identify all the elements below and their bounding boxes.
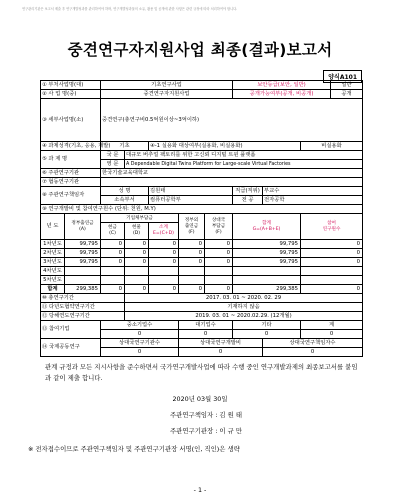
total-value [233,267,301,276]
lead-institution-value: 한국기술교육대학교 [101,169,363,178]
task-name-label: ⑤ 과 제 명 [41,151,101,169]
pi-dept-value: 컴퓨터공학부 [149,196,233,205]
cash-value: 0 [101,249,125,258]
row-participants-header [41,321,363,330]
row-total-period [41,294,363,303]
commercialization-value: 비실용화 [301,142,363,151]
sum-local-value: 0 [205,285,233,294]
row-program-name [41,90,363,99]
funding-year-row [41,240,363,249]
kind-header: 현물 (D) [125,223,149,240]
funding-year-row [41,258,363,267]
gov-etc-value: 0 [179,258,205,267]
kind-value: 0 [125,258,149,267]
gov-etc-value [179,276,205,285]
gov-etc-value: 0 [179,249,205,258]
participants-header: 대기업수 [179,321,233,330]
kind-value [125,267,149,276]
program-name-value: 중견연구자지원사업 [101,90,233,99]
e-submission-note: ※ 전자접수이므로 주관연구책임자 및 주관연구기관장 서명(인, 직인)은 생략 [28,445,240,453]
funding-year-row [41,249,363,258]
row-coop-institution [41,178,363,187]
gov-value: 99,795 [65,258,101,267]
sum-gov-etc-value: 0 [179,285,205,294]
cash-header: 현금 (C) [101,223,125,240]
cash-value [101,276,125,285]
participants-header: 기타 [233,321,301,330]
participants-label: ⑬ 참여기업 [41,321,101,339]
sum-researchers-value: 0 [301,285,363,294]
total-period-label: ⑩ 총연구기간 [41,294,125,303]
task-nature-label: ④ 과제성격(기초, 응용, 개발) [42,142,111,149]
sum-subtotal-value: 0 [149,285,179,294]
disclosure-value: 공개 [331,90,363,99]
ministry-program-label: ① 부처사업명(대) [41,81,101,90]
pi-position-label: 직급(직위) [233,187,263,196]
gov-etc-header: 정부외 출연금 (F) [179,214,205,240]
local-value: 0 [205,258,233,267]
cash-value [101,267,125,276]
coop-institution-value [101,178,363,187]
total-header: 합계 G=(A+B+E) [233,214,301,240]
year-label: 5차년도 [41,276,65,285]
total-value: 99,795 [233,249,301,258]
year-label: 1차년도 [41,240,65,249]
current-period-label: ⑫ 당해연도연구기간 [41,312,125,321]
corp-group-header: 기업체부담금 [101,214,179,223]
gov-etc-value [179,267,205,276]
subtotal-value: 0 [149,249,179,258]
cash-value: 0 [101,240,125,249]
year-header: 년 도 [41,214,65,240]
participants-header: 중소기업수 [101,321,179,330]
commercialization-label: ④-1 실용화 대상여부(실용화, 비실용화) [149,142,301,151]
total-value: 99,795 [233,258,301,267]
header-note: 연구관리기관은 보고서 제출 후 연구개발성과를 관리하여야 하며, 연구개발성과물의 소유, 활용 및 공개에 관한 사항은 관련 규정에 따라 처리하여야 합니다. [22,7,238,11]
gov-value: 99,795 [65,249,101,258]
task-name-eng-value: A Dependable Digital Twins Platform for Large-scale Virtual Factories [125,160,363,169]
task-name-kor-value: 대규모 버추얼 팩토리를 위한 고신뢰 디지털 트윈 플랫폼 [125,151,363,160]
researchers-value: 0 [301,249,363,258]
row-ministry-program [41,81,363,90]
year-label: 3차년도 [41,258,65,267]
funding-sum-row [41,285,363,294]
intl-label: ⑭ 국제공동연구 [41,339,101,357]
intl-value: 0 [179,348,263,357]
coop-institution-label: ⑦ 협동연구기관 [41,178,101,187]
institution-head-signature: 주관연구기관장 : 이 규 만 [170,427,243,435]
disclosure-label: 공개가능여부(공개, 비공개) [233,90,331,99]
sum-kind-value: 0 [125,285,149,294]
gov-value [65,267,101,276]
pi-position-value: 부교수 [263,187,363,196]
report-form-table [40,80,363,357]
local-value [205,267,233,276]
intl-value: 0 [263,348,363,357]
task-name-kor-label: 국 문 [101,151,125,160]
pi-label: ⑧ 주관연구책임자 [41,187,101,205]
current-period-value: 2019. 03. 01 ~ 2020.02.29. (12개월) [125,312,363,321]
subtotal-value [149,276,179,285]
row-current-period [41,312,363,321]
sum-cash-value: 0 [101,285,125,294]
year-label: 2차년도 [41,249,65,258]
pi-major-label: 전 공 [233,196,263,205]
intl-value: 0 [101,348,179,357]
form-id-badge: 양식A101 [323,70,362,83]
row-task-name-kor [41,151,363,160]
page-number: - 1 - [193,486,207,494]
program-name-label: ② 사 업 명(중) [41,90,101,99]
sub-program-label: ③ 세부사업명(소) [41,99,101,142]
total-value [233,276,301,285]
researchers-value: 0 [301,240,363,249]
row-task-nature [41,142,363,151]
lead-institution-label: ⑥ 주관연구기관 [41,169,101,178]
sum-label: 합계 [41,285,65,294]
researchers-value [301,267,363,276]
gov-value: 99,795 [65,240,101,249]
participants-header: 계 [301,321,363,330]
kind-value [125,276,149,285]
participants-value: 0 [179,330,233,339]
sum-gov-value: 299,385 [65,285,101,294]
row-funding-header-1 [41,214,363,223]
security-level-label: 보안등급(보안, 일반) [233,81,331,90]
subtotal-value: 0 [149,240,179,249]
funding-year-row [41,276,363,285]
document-title: 중견연구자지원사업 최종(결과)보고서 [67,41,333,59]
row-intl-header [41,339,363,348]
pi-name-label: 성 명 [101,187,149,196]
local-value [205,276,233,285]
task-name-eng-label: 영 문 [101,160,125,169]
subtotal-value [149,267,179,276]
sub-program-value: 중견연구(총연구비0.5억원이상~3억이하) [101,99,363,142]
kind-value: 0 [125,240,149,249]
participants-value: 0 [301,330,363,339]
researchers-header: 참여 연구원수 [301,214,363,240]
task-nature-value: 기초 [101,142,149,151]
row-lead-institution [41,169,363,178]
kind-value: 0 [125,249,149,258]
row-funding-caption [41,205,363,214]
funding-year-row [41,267,363,276]
researchers-value: 0 [301,258,363,267]
submission-date: 2020년 03월 30일 [172,395,228,403]
funding-caption: ⑨ 연구개발비 및 참여연구원수 (단위: 천원, M.Y) [41,205,363,214]
row-sub-program [41,99,363,142]
local-header: 상대국 부담금 (F) [205,214,233,240]
gov-etc-value: 0 [179,240,205,249]
multi-year-label: ⑪ 다년도협약연구기간 [41,303,125,312]
intl-header: 상대국연구기관수 [101,339,179,348]
gov-value [65,276,101,285]
pi-signature: 주관연구책임자 : 김 원 태 [170,411,243,419]
subtotal-header: 소계 E=(C+D) [149,223,179,240]
gov-header: 정부출연금 (A) [65,214,101,240]
multi-year-value: 기재하지 않음 [125,303,363,312]
total-value: 99,795 [233,240,301,249]
row-pi-1 [41,187,363,196]
pi-dept-label: 소속부서 [101,196,149,205]
intl-header: 상대국연구책임자수 [263,339,363,348]
pi-name-value: 김원태 [149,187,233,196]
participants-value: 0 [233,330,301,339]
cash-value: 0 [101,258,125,267]
ministry-program-value: 기초연구사업 [101,81,233,90]
sum-total-value: 299,385 [233,285,301,294]
closing-statement: 관계 규정과 모든 지시사항을 준수하면서 국가연구개발사업에 따라 수행 중인 연구개발과제의 최종보고서를 붙임과 같이 제출 합니다. [45,363,358,382]
local-value: 0 [205,240,233,249]
row-multi-year [41,303,363,312]
year-label: 4차년도 [41,267,65,276]
participants-value: 0 [101,330,179,339]
intl-header: 상대국연구개발비 [179,339,263,348]
subtotal-value: 0 [149,258,179,267]
pi-major-value: 전자공학 [263,196,363,205]
researchers-value [301,276,363,285]
security-level-value: 일반 [331,81,363,90]
local-value: 0 [205,249,233,258]
total-period-value: 2017. 03. 01 ~ 2020. 02. 29 [125,294,363,303]
